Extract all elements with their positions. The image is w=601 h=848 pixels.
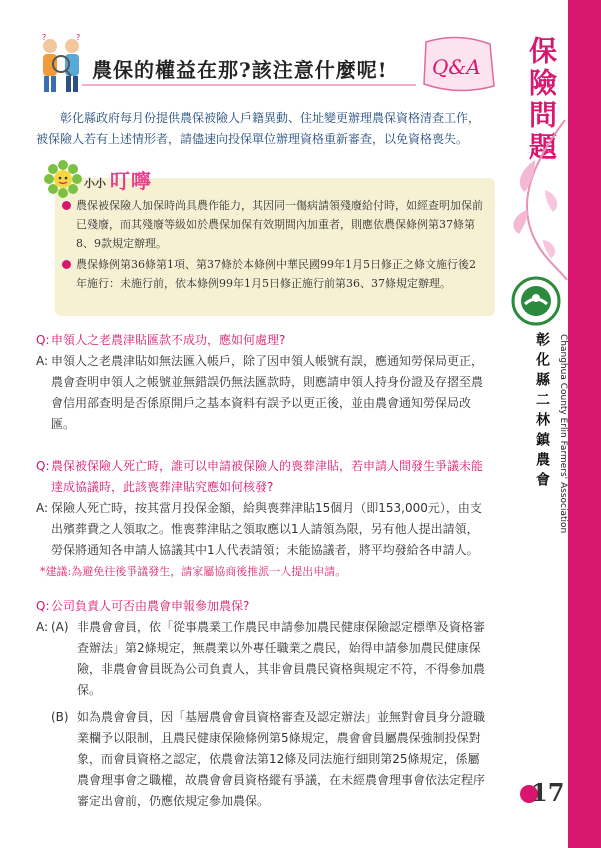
title-underline [82,84,416,86]
question: Q: 申領人之老農津貼匯款不成功，應如何處理? [36,333,286,347]
bullet-icon [62,201,71,210]
qa-block-1 [36,330,490,435]
qa-badge [418,34,498,96]
section-title: 保險問題 [525,36,558,164]
suggestion-note: *建議:為避免往後爭議發生，請家屬協商後推派一人提出申請。 [40,565,347,578]
floral-flourish-icon [505,120,569,280]
answer: A: (A) 非農會會員，依「從事農業工作農民申請參加農民健康保險認定標準及資格審查辦法」第2條規定，無農業以外專任職業之農民，始得申請參加農民健康保險，非農會會員既為公司負責人，其非會員農民資格與規定不符，不得參加農保。 (B) 如為農會會員，因「基層農會會員資格審查及認定辦法」並無對會員身分證職業欄予以限制，且農民健康保險條例第5條規定，農會會員屬農保強制投保對象，而會員資格之認定，依農會法第12條及同法施行細則第25條規定，係屬農會理事會之職權，故農會會員資格縱有爭議，在未經農會理事會依法定程序審定出會前，仍應依規定參加農保。 [36,617,490,812]
sun-flower-icon [44,160,82,198]
question: Q: 公司負責人可否由農會申報參加農保? [36,599,250,613]
intro-paragraph: 彰化縣政府每月份提供農保被險人戶籍異動、住址變更辦理農保資格清查工作，被保險人若有上述情形者，請儘速向投保單位辦理資格重新審查，以免資格喪失。 [36,111,481,146]
svg-text:?: ? [76,34,81,42]
association-name-en: Changhua County Erlin Farmers' Association [558,334,568,534]
qa-badge-text: Q&A [432,55,481,79]
svg-text:?: ? [42,34,47,42]
answer: A: 申領人之老農津貼如無法匯入帳戶，除了因申領人帳號有誤，應通知勞保局更正，農會查明申領人之帳號並無錯誤仍無法匯款時，則應請申領人持身份證及存摺至農會信用部查明是否係原開戶之基本資料有誤予以更正後，並由農會通知勞保局改匯。 [36,354,484,431]
people-question-icon [30,34,92,96]
association-logo [511,276,561,326]
page-title: 農保的權益在那?該注意什麼呢! [92,58,388,82]
answer-subitems [51,617,490,812]
answer-subitem: (B) 如為農會會員，因「基層農會會員資格審查及認定辦法」並無對會員身分證職業欄予以限制，且農民健康保險條例第5條規定，農會會員屬農保強制投保對象，而會員資格之認定，依農會法第12條及同法施行細則第25條規定，係屬農會理事會之職權，故農會會員資格縱有爭議，在未經農會理事會依法定程序審定出會前，仍應依規定參加農保。 [51,710,486,808]
association-name-zh: 彰化縣二林鎮農會 [534,332,550,492]
qa-block-3 [36,596,490,812]
question: Q: 農保被保險人死亡時，誰可以申請被保險人的喪葬津貼，若申請人間發生爭議未能達成協議時，此該喪葬津貼究應如何核發? [36,459,484,494]
reminder-list [62,196,486,295]
answer: A: 保險人死亡時，按其當月投保金額，給與喪葬津貼15個月（即153,000元），由支出殯葬費之人領取之。惟喪葬津貼之領取應以1人請領為限，另有他人提出請領，勞保將通知各申請人協議其中1人代表請領；未能協議者，將平均發給各申請人。 [36,501,482,557]
list-item: 農保被保險人加保時尚具農作能力，其因同一傷病請領殘廢給付時，如經查明加保前已殘廢，而其殘廢等級如於農保加保有效期間內加重者，則應依農保條例第37條第8、9款規定辦理。 [62,196,486,253]
list-item: 農保條例第36條第1項、第37條於本條例中華民國99年1月5日修正之條文施行後2年施行：未施行前，依本條例99年1月5日修正施行前第36、37條規定辦理。 [62,255,486,293]
right-accent-band [568,0,601,848]
qa-block-2 [36,456,490,582]
bullet-icon [62,260,71,269]
reminder-label-small: 小小 [84,177,106,190]
reminder-label-big: 叮嚀 [110,169,152,193]
page-number: 17 [531,778,565,807]
answer-subitem: (A) 非農會會員，依「從事農業工作農民申請參加農民健康保險認定標準及資格審查辦法」第2條規定，無農業以外專任職業之農民，始得申請參加農民健康保險，非農會會員既為公司負責人，其非會員農民資格與規定不符，不得參加農保。 [51,620,486,697]
